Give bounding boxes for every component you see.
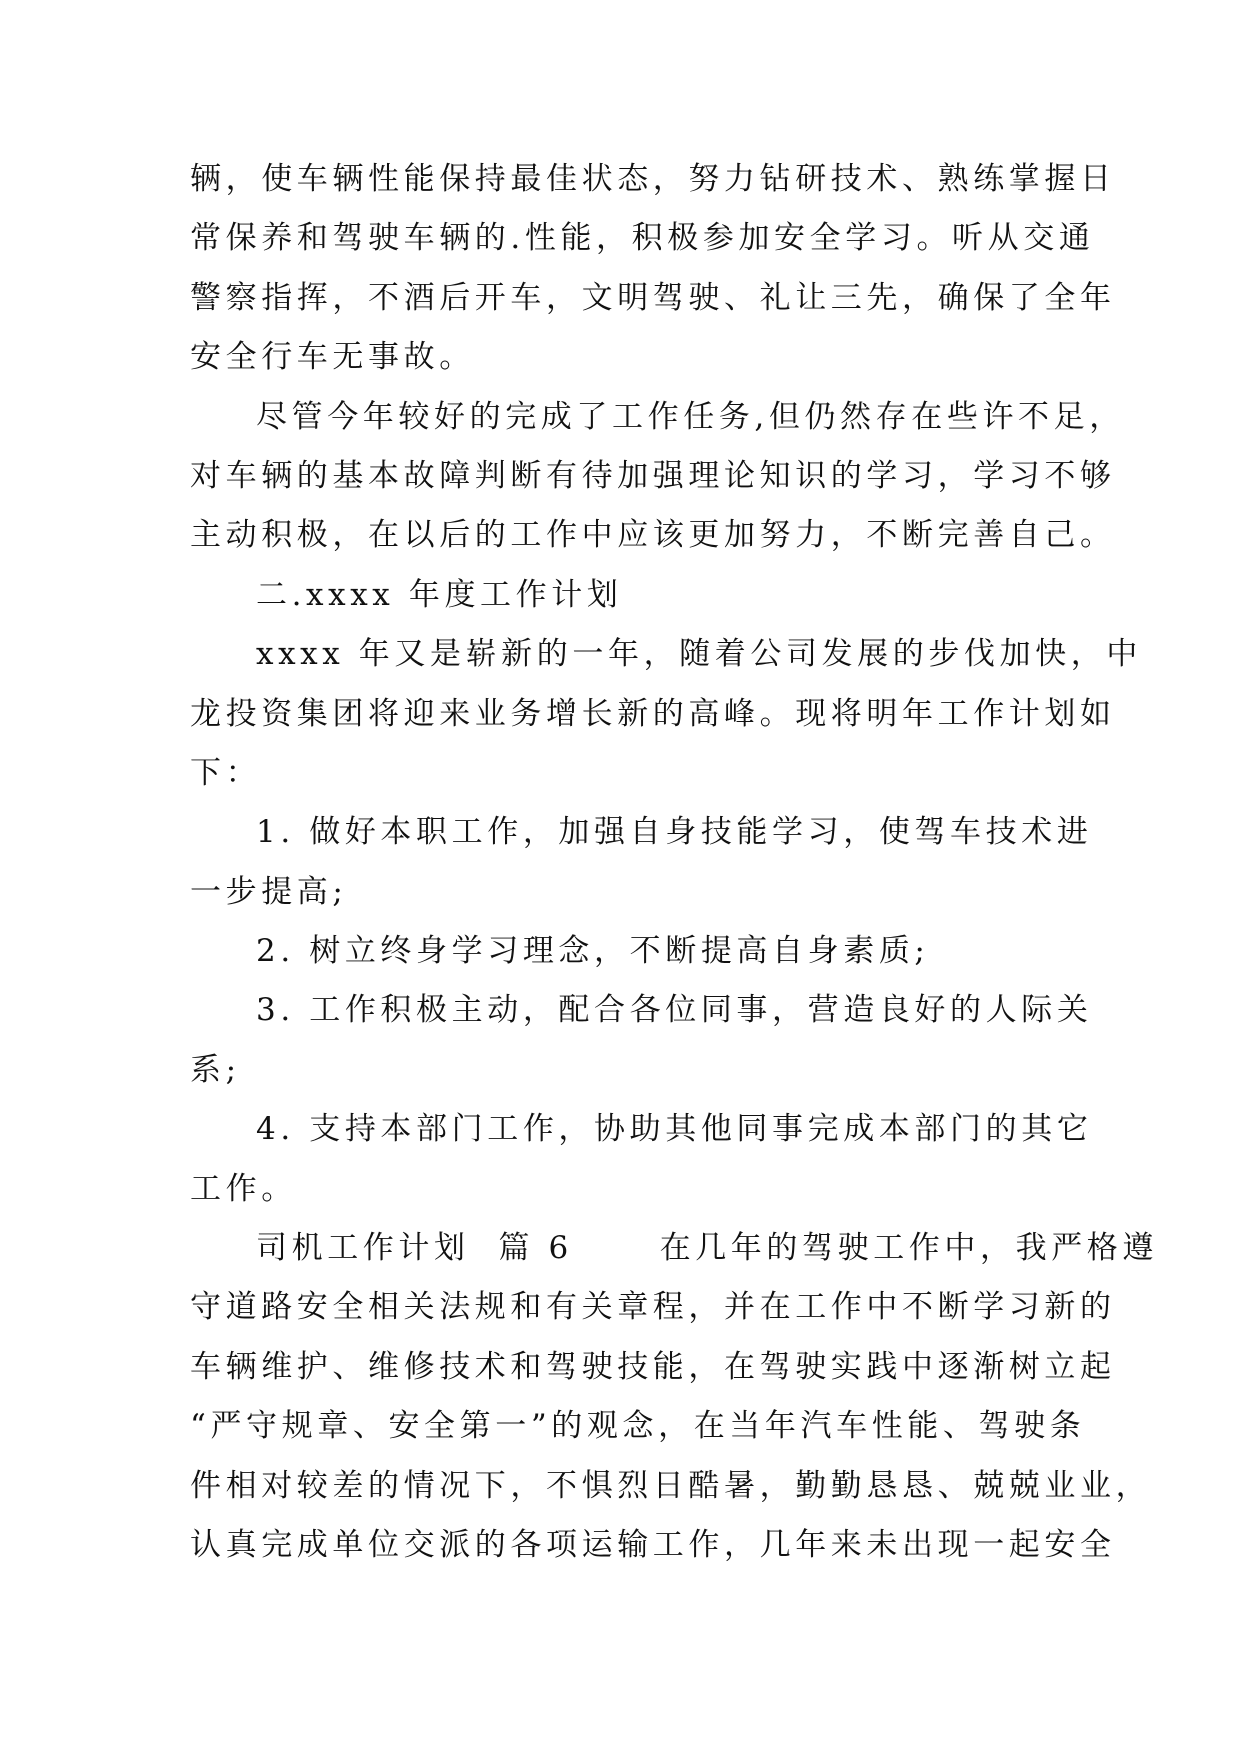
text-line: xxxx 年又是崭新的一年，随着公司发展的步伐加快，中 bbox=[256, 636, 1142, 673]
text-line: 系; bbox=[190, 1051, 241, 1088]
section-heading: 司机工作计划 篇 6 在几年的驾驶工作中，我严格遵 bbox=[256, 1230, 1159, 1267]
text-line: 尽管今年较好的完成了工作任务,但仍然存在些许不足， bbox=[256, 398, 1125, 435]
section-heading: 二.xxxx 年度工作计划 bbox=[256, 576, 623, 613]
text-line: 对车辆的基本故障判断有待加强理论知识的学习，学习不够 bbox=[190, 457, 1116, 494]
text-line: “严守规章、安全第一”的观念，在当年汽车性能、驾驶条 bbox=[190, 1408, 1086, 1445]
list-item: 4. 支持本部门工作，协助其他同事完成本部门的其它 bbox=[256, 1111, 1093, 1148]
text-line: 工作。 bbox=[190, 1170, 297, 1207]
list-item: 1. 做好本职工作，加强自身技能学习，使驾车技术进 bbox=[256, 814, 1093, 851]
text-line: 主动积极，在以后的工作中应该更加努力，不断完善自己。 bbox=[190, 517, 1116, 554]
text-line: 车辆维护、维修技术和驾驶技能，在驾驶实践中逐渐树立起 bbox=[190, 1348, 1116, 1385]
text-line: 认真完成单位交派的各项运输工作，几年来未出现一起安全 bbox=[190, 1526, 1116, 1563]
text-line: 龙投资集团将迎来业务增长新的高峰。现将明年工作计划如 bbox=[190, 695, 1116, 732]
text-line: 下： bbox=[190, 754, 262, 791]
text-line: 常保养和驾驶车辆的.性能，积极参加安全学习。听从交通 bbox=[190, 220, 1095, 257]
text-line: 件相对较差的情况下，不惧烈日酷暑，勤勤恳恳、兢兢业业， bbox=[190, 1467, 1152, 1504]
text-line: 一步提高; bbox=[190, 873, 348, 910]
text-line: 警察指挥，不酒后开车，文明驾驶、礼让三先，确保了全年 bbox=[190, 279, 1116, 316]
list-item: 2. 树立终身学习理念，不断提高自身素质; bbox=[256, 933, 930, 970]
list-item: 3. 工作积极主动，配合各位同事，营造良好的人际关 bbox=[256, 992, 1093, 1029]
text-line: 安全行车无事故。 bbox=[190, 339, 475, 376]
text-line: 辆，使车辆性能保持最佳状态，努力钻研技术、熟练掌握日 bbox=[190, 161, 1116, 197]
document-body bbox=[190, 150, 1159, 1575]
text-line: 守道路安全相关法规和有关章程，并在工作中不断学习新的 bbox=[190, 1289, 1116, 1326]
